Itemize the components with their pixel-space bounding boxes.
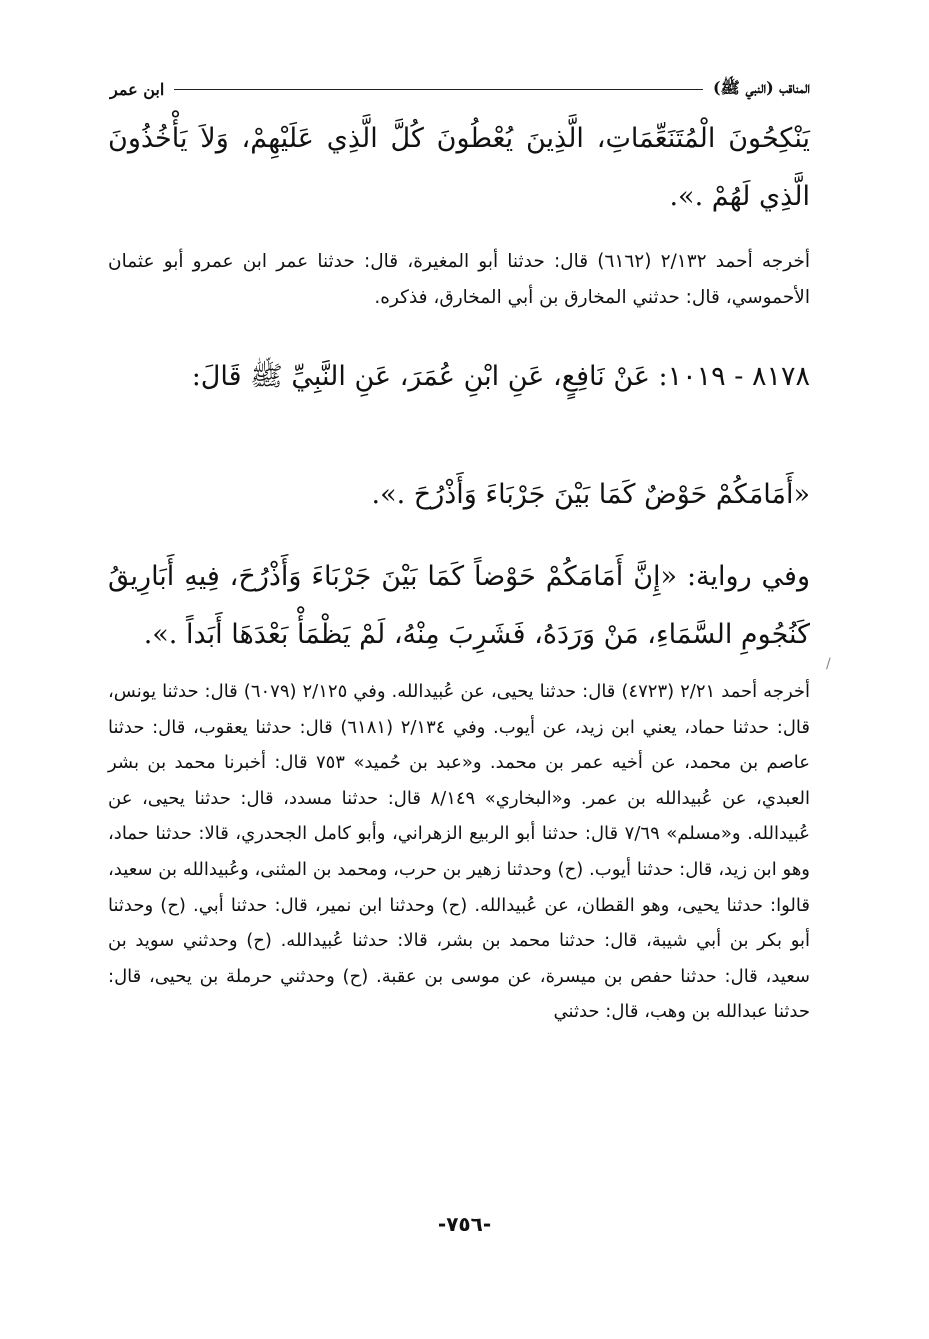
margin-mark: / xyxy=(826,656,831,672)
hadith-variant-narration: وفي رواية: «إِنَّ أَمَامَكُمْ حَوْضاً كَمَا بَيْنَ جَرْبَاءَ وَأَذْرُحَ، فِيهِ أَبَارِيقُ كَنُجُومِ السَّمَاءِ، مَنْ وَرَدَهُ، فَشَرِبَ مِنْهُ، لَمْ يَظْمَأْ بَعْدَهَا أَبَداً .». xyxy=(108,561,810,650)
hadith-text: «أَمَامَكُمْ حَوْضٌ كَمَا بَيْنَ جَرْبَاءَ وَأَذْرُحَ .». xyxy=(371,479,810,510)
hadith-continuation: يَنْكِحُونَ الْمُتَنَعِّمَاتِ، الَّذِينَ يُعْطُونَ كُلَّ الَّذِي عَلَيْهِمْ، وَلاَ يَأْخُذُونَ الَّذِي لَهُمْ .». xyxy=(108,123,810,212)
takhrij-paragraph-2: أخرجه أحمد ٢/٢١ (٤٧٢٣) قال: حدثنا يحيى، عن عُبيدالله. وفي ٢/١٢٥ (٦٠٧٩) قال: حدثنا يونس، قال: حدثنا حماد، يعني ابن زيد، عن أيوب. وفي ٢/١٣٤ (٦١٨١) قال: حدثنا يعقوب، قال: حدثنا عاصم بن محمد، عن أخيه عمر بن محمد. و«عبد بن حُميد» ٧٥٣ قال: أخبرنا محمد بن بشر العبدي، عن عُبيدالله بن عمر. و«البخاري» ٨/١٤٩ قال: حدثنا مسدد، قال: حدثنا يحيى، عن عُبيدالله. و«مسلم» ٧/٦٩ قال: حدثنا أبو الربيع الزهراني، وأبو كامل الجحدري، قالا: حدثنا حماد، وهو ابن زيد، قال: حدثنا أيوب. (ح) وحدثنا زهير بن حرب، ومحمد بن المثنى، وعُبيدالله بن سعيد، قالوا: حدثنا يحيى، وهو القطان، عن عُبيدالله. (ح) وحدثنا ابن نمير، قال: حدثنا أبي. (ح) وحدثنا أبو بكر بن أبي شيبة، قال: حدثنا محمد بن بشر، قالا: حدثنا عُبيدالله. (ح) وحدثني سويد بن سعيد، قال: حدثنا حفص بن ميسرة، عن موسى بن عقبة. (ح) وحدثني حرملة بن يحيى، قال: حدثنا عبدالله بن وهب، قال: حدثني xyxy=(108,681,811,1023)
takhrij-paragraph-1: أخرجه أحمد ٢/١٣٢ (٦١٦٢) قال: حدثنا أبو المغيرة، قال: حدثنا عمر ابن عمرو أبو عثمان الأحموسي، قال: حدثني المخارق بن أبي المخارق، فذكره. xyxy=(108,251,810,308)
header-rule xyxy=(174,89,703,90)
hadith-intro: ٨١٧٨ - ١٠١٩: عَنْ نَافِعٍ، عَنِ ابْنِ عُمَرَ، عَنِ النَّبِيِّ ﷺ قَالَ: xyxy=(191,361,810,392)
header-chapter-title: المناقب (النبي ﷺ) xyxy=(712,77,810,97)
header-companion-name: ابن عمر xyxy=(110,79,165,99)
page-number: -٧٥٦- xyxy=(437,1212,492,1236)
running-header xyxy=(110,76,810,102)
